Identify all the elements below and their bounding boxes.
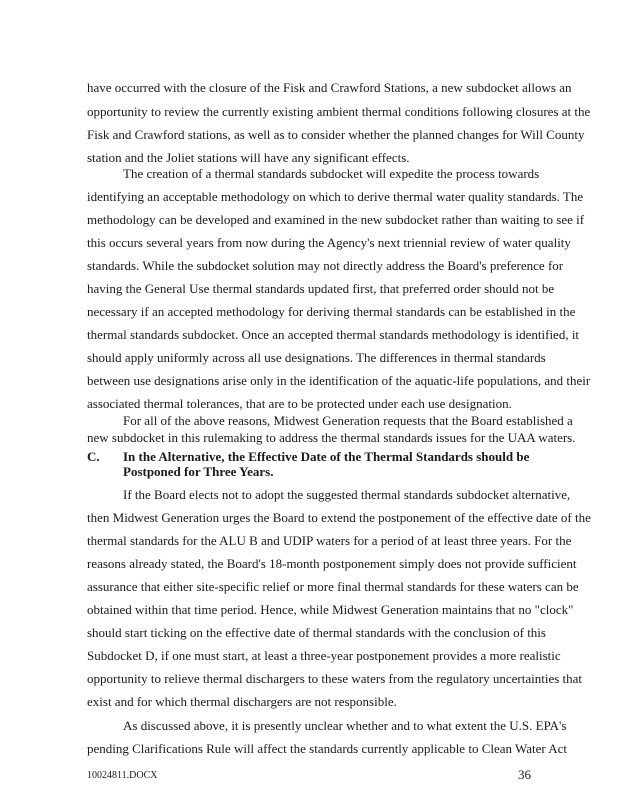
paragraph-1-line-1: have occurred with the closure of the Fisk and Crawford Stations, a new subdocket allows an xyxy=(87,80,572,95)
paragraph-1-line-3: Fisk and Crawford stations, as well as to consider whether the planned changes for Will County xyxy=(87,127,585,142)
paragraph-2-line-6: having the General Use thermal standards updated first, that preferred order should not be xyxy=(87,281,555,296)
paragraph-5-line-1: As discussed above, it is presently unclear whether and to what extent the U.S. EPA's xyxy=(123,718,567,733)
paragraph-4-line-8: Subdocket D, if one must start, at least a three-year postponement provides a more realistic xyxy=(87,648,561,663)
paragraph-4-line-4: reasons already stated, the Board's 18-month postponement simply does not provide sufficient xyxy=(87,556,577,571)
paragraph-5-line-2: pending Clarifications Rule will affect the standards currently applicable to Clean Water Act xyxy=(87,741,568,756)
paragraph-1-line-2: opportunity to review the currently existing ambient thermal conditions following closures at the xyxy=(87,104,591,119)
paragraph-2-line-8: thermal standards subdocket. Once an accepted thermal standards methodology is identified, it xyxy=(87,327,580,342)
paragraph-4-line-6: obtained within that time period. Hence, while Midwest Generation maintains that no "clock" xyxy=(87,602,574,617)
paragraph-2-line-5: standards. While the subdocket solution may not directly address the Board's preference for xyxy=(87,258,564,273)
paragraph-4-line-3: thermal standards for the ALU B and UDIP waters for a period of at least three years. For the xyxy=(87,533,572,548)
paragraph-4-line-9: opportunity to relieve thermal dischargers to these waters from the regulatory uncertainties that xyxy=(87,671,583,686)
paragraph-2-line-2: identifying an acceptable methodology on which to derive thermal water quality standards. The xyxy=(87,189,584,204)
paragraph-2-line-4: this occurs several years from now during the Agency's next triennial review of water quality xyxy=(87,235,571,250)
footer-page-number: 36 xyxy=(518,767,531,782)
paragraph-2-line-1: The creation of a thermal standards subdocket will expedite the process towards xyxy=(123,166,540,181)
paragraph-4-line-1: If the Board elects not to adopt the suggested thermal standards subdocket alternative, xyxy=(123,487,571,502)
section-heading-line-2: Postponed for Three Years. xyxy=(123,464,274,479)
paragraph-4-line-10: exist and for which thermal dischargers are not responsible. xyxy=(87,694,397,709)
paragraph-4-line-5: assurance that either site-specific relief or more final thermal standards for these waters can be xyxy=(87,579,579,594)
paragraph-4-line-2: then Midwest Generation urges the Board to extend the postponement of the effective date of the xyxy=(87,510,591,525)
paragraph-2-line-11: associated thermal tolerances, that are to be protected under each use designation. xyxy=(87,396,512,411)
paragraph-2-line-9: should apply uniformly across all use designations. The differences in thermal standards xyxy=(87,350,546,365)
section-letter: C. xyxy=(87,449,100,464)
paragraph-3-line-1: For all of the above reasons, Midwest Generation requests that the Board established a xyxy=(123,413,573,428)
footer-doc-id: 10024811.DOCX xyxy=(87,770,158,781)
paragraph-2-line-3: methodology can be developed and examined in the new subdocket rather than waiting to see if xyxy=(87,212,585,227)
paragraph-3-line-2: new subdocket in this rulemaking to address the thermal standards issues for the UAA waters. xyxy=(87,430,576,445)
section-heading-line-1: In the Alternative, the Effective Date of the Thermal Standards should be xyxy=(123,449,530,464)
paragraph-4-line-7: should start ticking on the effective date of thermal standards with the conclusion of this xyxy=(87,625,546,640)
paragraph-2-line-7: necessary if an accepted methodology for deriving thermal standards can be established in the xyxy=(87,304,576,319)
paragraph-2-line-10: between use designations arise only in the identification of the aquatic-life populations, and their xyxy=(87,373,591,388)
paragraph-1-line-4: station and the Joliet stations will have any significant effects. xyxy=(87,150,410,165)
